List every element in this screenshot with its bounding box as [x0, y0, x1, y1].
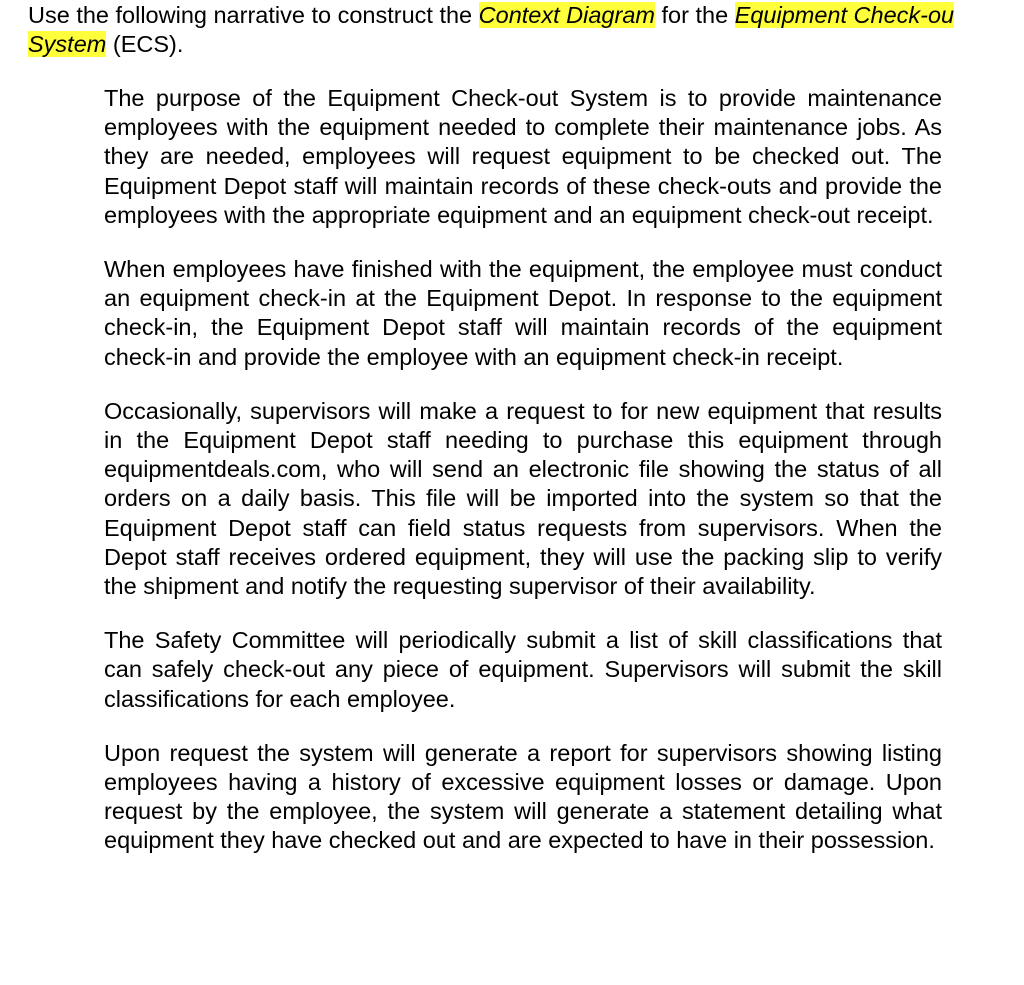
intro-middle: for the — [654, 2, 735, 28]
paragraph-check-in: When employees have finished with the equipment, the employee must conduct an equipment check-in at the Equipment Depot. In response to the equipment check-in, the Equipment Depot staff will maintain records of the equipment check-in and provide the employee with an equipment check-in receipt. — [104, 256, 942, 370]
intro-line-1 — [28, 1, 1024, 30]
narrative-body — [104, 84, 942, 881]
intro-line-2 — [28, 30, 1024, 59]
intro-instruction — [28, 1, 1024, 59]
highlight-system-name-part-2: System — [28, 31, 107, 57]
paragraph-safety-committee: The Safety Committee will periodically submit a list of skill classifications that can safely check-out any piece of equipment. Supervisors will submit the skill classifications for each employee. — [104, 627, 942, 712]
intro-suffix: (ECS). — [106, 31, 184, 57]
paragraph-purpose: The purpose of the Equipment Check-out System is to provide maintenance employees with the equipment needed to complete their maintenance jobs. As they are needed, employees will request equipment to be checked out. The Equipment Depot staff will maintain records of these check-outs and provide the employees with the appropriate equipment and an equipment check-out receipt. — [104, 85, 942, 228]
highlight-context-diagram: Context Diagram — [478, 2, 655, 28]
intro-prefix: Use the following narrative to construct the — [28, 2, 479, 28]
paragraph-reports: Upon request the system will generate a report for supervisors showing listing employees having a history of excessive equipment losses or damage. Upon request by the employee, the system will generate a statement detailing what equipment they have checked out and are expected to have in their possession. — [104, 739, 942, 854]
highlight-system-name-part-1: Equipment Check-ou — [734, 2, 955, 28]
paragraph-purchasing: Occasionally, supervisors will make a request to for new equipment that results in the Equipment Depot staff needing to purchase this equipment through equipmentdeals.com, who will send an electronic file showing the status of all orders on a daily basis. This file will be imported into the system so that the Equipment Depot staff can field status requests from supervisors. When the Depot staff receives ordered equipment, they will use the packing slip to verify the shipment and notify the requesting supervisor of their availability. — [104, 397, 942, 600]
